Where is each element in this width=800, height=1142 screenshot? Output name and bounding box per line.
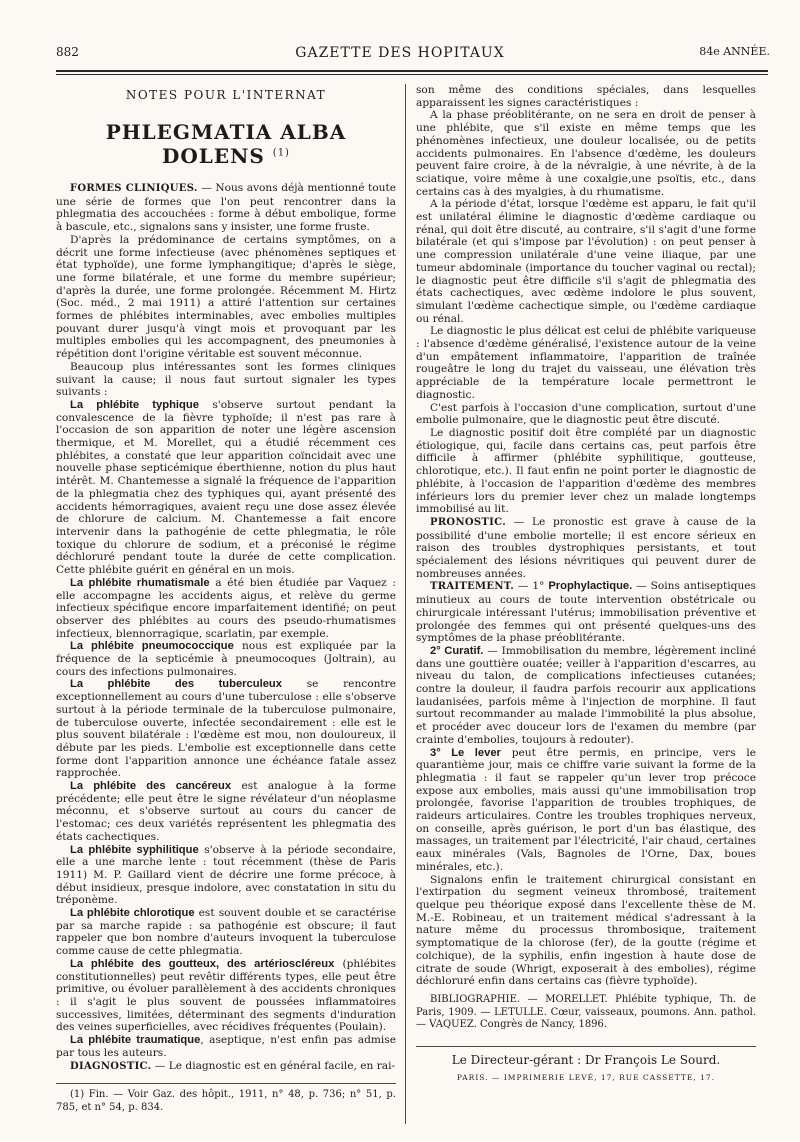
run-in-heading: La phlébite chlorotique <box>70 907 195 920</box>
paragraph <box>416 516 756 581</box>
paragraph-text: peut être permis, en principe, vers le quarantième jour, mais ce chiffre varie suivant la forme de la phlegmatia : il faut se rappeler qu'un lever trop précoce expose aux embolies, mais aussi qu'une immobilisation trop prolongée, favorise l'apparition de troubles trophiques, de raideurs articulaires. Contre les troubles trophiques nerveux, on conseille, après guérison, le port d'un bas élastique, des massages, un traitement par l'électricité, l'air chaud, certaines eaux minérales (Vals, Bagnoles de l'Orne, Dax, boues minérales, etc.). <box>416 746 756 873</box>
paragraph-text: est analogue à la forme précédente; elle peut être le signe révélateur d'un néoplasme méconnu, et s'observe surtout au cours du cancer de l'estomac; ces deux variétés représentent les phlegmatia des états cachectiques. <box>56 780 396 843</box>
subheading: 2° Curatif. <box>430 644 484 657</box>
paragraph <box>56 678 396 780</box>
left-column <box>56 84 396 1115</box>
run-in-heading: La phlébite des cancéreux <box>70 780 232 793</box>
run-in-heading: La phlébite des tuberculeux <box>70 678 282 691</box>
paragraph: A la période d'état, lorsque l'œdème est apparu, le fait qu'il est unilatéral élimine le diagnostic d'œdème cardiaque ou rénal, qui doit être discuté, au contraire, s'il s'agit d'une forme bilatérale (et qui s'impose par l'évolution) : on peut penser à une compression unilatérale d'une veine iliaque, par une tumeur abdominale (importance du toucher vaginal ou rectal); le diagnostic peut être difficile s'il s'agit de phlegmatia des états cachectiques, avec œdème indolore le plus souvent, simulant l'œdème cachectique simple, ou l'œdème cardiaque ou rénal. <box>416 198 756 325</box>
paragraph-text: , aseptique, n'est enfin pas admise par tous les auteurs. <box>56 1034 396 1059</box>
paragraph-text: nous est expliquée par la fréquence de la septicémie à pneumocoques (Joltrain), au cours des infections pulmonaires. <box>56 640 396 678</box>
paragraph <box>56 640 396 678</box>
paragraph <box>56 1034 396 1059</box>
bibliography: BIBLIOGRAPHIE. — MORELLET. Phlébite typhique, Th. de Paris, 1909. — LETULLE. Cœur, vaisseaux, poumons. Ann. pathol. — VAQUEZ. Congrès de Nancy, 1896. <box>416 993 756 1031</box>
article-title <box>56 120 396 168</box>
paragraph-text: s'observe à la période secondaire, elle a une marche lente : tout récemment (thèse de Paris 1911) M. P. Gaillard vient de décrire une forme précoce, à début insidieux, presque indolore, avec constatation in situ du tréponème. <box>56 843 396 907</box>
footnote-text: (1) Fin. — Voir Gaz. des hôpit., 1911, n° 48, p. 736; n° 51, p. 785, et n° 54, p. 834. <box>56 1089 396 1113</box>
paragraph-text: se rencontre exceptionnellement au cours d'une tuberculose : elle s'observe surtout à la période terminale de la tuberculose pulmonaire, de tuberculose ouverte, infectée secondairement : elle est le plus souvent bilatérale : l'œdème est mou, non douloureux, il débute par les pieds. L'embolie est exceptionnelle dans cette forme dont l'apparition annonce une échéance fatale assez rapprochée. <box>56 678 396 780</box>
page-number: 882 <box>56 45 79 59</box>
run-in-heading: La phlébite syphilitique <box>70 843 199 856</box>
paragraph <box>56 907 396 958</box>
paragraph-text: (phlébites constitutionnelles) peut revêtir différents types, elle peut être primitive, ou évoluer parallèlement à des accidents chroniques : il s'agit le plus souvent de poussées inflammatoires successives, limitées, déterminant des segments d'induration des veines superficielles, avec récidives fréquentes (Poulain). <box>56 957 396 1034</box>
header-rule <box>56 70 768 72</box>
run-in-heading: PRONOSTIC. <box>430 516 506 528</box>
paragraph <box>56 182 396 234</box>
paragraph-text: s'observe surtout pendant la convalescence de la fièvre typhoïde; il n'est pas rare à l'occasion de son apparition de noter une légère ascension thermique, et M. Morellet, qui a étudié récemment ces phlébites, a constaté que leur apparition coïncidait avec une nouvelle phase septicémique éberthienne, notion du plus haut intérêt. M. Chantemesse a signalé la fréquence de l'apparition de la phlegmatia chez des typhiques qui, ayant présenté des accidents hémorragiques, avaient reçu une dose assez élevée de chlorure de calcium. M. Chantemesse a fait encore intervenir dans la pathogénie de cette phlegmatia, le rôle toxique du chlorure de sodium, et a préconisé le régime déchloruré pendant toute la durée de cette complication. Cette phlébite guérit en général en un mois. <box>56 398 396 577</box>
section-heading: NOTES POUR L'INTERNAT <box>125 88 327 102</box>
run-in-heading: La phlébite des goutteux, des artérioscléreux <box>70 957 335 970</box>
paragraph <box>416 580 756 645</box>
page-header <box>0 40 800 70</box>
paragraph: C'est parfois à l'occasion d'une complication, surtout d'une embolie pulmonaire, que le diagnostic peut être discuté. <box>416 401 756 427</box>
header-rule-thin <box>56 74 768 75</box>
paragraph-text: — 1° <box>514 580 549 593</box>
title-footnote-mark: (1) <box>272 147 290 159</box>
paragraph: Le diagnostic le plus délicat est celui de phlébite variqueuse : l'absence d'œdème généralisé, l'existence autour de la veine d'un empâtement inflammatoire, l'apparition de traînée rougeâtre le long du trajet du vaisseau, une élévation très appréciable de la température locale permettront le diagnostic. <box>416 325 756 401</box>
run-in-heading: La phlébite traumatique <box>70 1034 201 1047</box>
paragraph <box>56 958 396 1034</box>
paragraph-text: a été bien étudiée par Vaquez : elle accompagne les accidents aigus, et relève du germe infectieux spécifique encore imparfaitement identifié; on peut observer des phlébites au cours des pseudo-rhumatismes infectieux, blennorragique, scarlatin, par exemple. <box>56 576 397 640</box>
paragraph: son même des conditions spéciales, dans lesquelles apparaissent les signes caractéristiques : <box>416 84 756 109</box>
signature: Le Directeur-gérant : Dr François Le Sourd. <box>416 1046 756 1067</box>
paragraph: Beaucoup plus intéressantes sont les formes cliniques suivant la cause; il nous faut surtout signaler les types suivants : <box>56 360 396 399</box>
footnote <box>56 1083 396 1114</box>
paragraph-text: — Immobilisation du membre, légèrement incliné dans une gouttière ouatée; veiller à l'apparition d'escarres, au niveau du talon, de complications infectieuses cutanées; contre la douleur, il faudra parfois recourir aux applications laudanisées, parfois même à l'injection de morphine. Il faut surtout recommander au malade l'immobilité la plus absolue, et procéder avec douceur lors de l'examen du membre (par crainte d'embolies, toujours à redouter). <box>416 644 756 746</box>
subheading: 3° Le lever <box>430 746 501 759</box>
paragraph: A la phase préoblitérante, on ne sera en droit de penser à une phlébite, que s'il existe en même temps que les phénomènes infectieux, une douleur localisée, ou de petits accidents pulmonaires. En l'absence d'œdème, les douleurs peuvent faire croire, à de la névralgie, à une névrite, à de la sciatique, voire même à une coxalgie,une psoïtis, etc., dans certains cas à des myalgies, à du rhumatisme. <box>416 109 756 198</box>
column-divider <box>405 84 406 1124</box>
issue-year: 84e ANNÉE. <box>699 45 770 58</box>
right-column <box>416 84 756 1082</box>
paragraph-text: — Le pronostic est grave à cause de la possibilité d'une embolie mortelle; il est encore sérieux en raison des troubles dystrophiques persistants, et tout spécialement des lésions névritiques qui peuvent durer de nombreuses années. <box>416 515 756 580</box>
paragraph: D'après la prédominance de certains symptômes, on a décrit une forme infectieuse (avec phénomènes septiques et état typhoïde), une forme lymphangitique; d'après le siège, une forme bilatérale, et une forme du membre supérieur; d'après la durée, une forme prolongée. Récemment M. Hirtz (Soc. méd., 2 mai 1911) a attiré l'attention sur certaines formes de phlébites interminables, avec embolies multiples pouvant durer jusqu'à vingt mois et provoquant par les multiples embolies qui les accompagnent, des pneumonies à répétition dont l'origine véritable est souvent méconnue. <box>56 233 396 361</box>
paragraph <box>56 1060 396 1074</box>
subheading: Prophylactique. <box>548 580 633 593</box>
paragraph <box>56 780 396 844</box>
paragraph <box>56 844 396 908</box>
paragraph-text: — Nous avons déjà mentionné toute une série de formes que l'on peut rencontrer dans la phlegmatia des accouchées : forme à début embolique, forme à bascule, etc., signalons sans y insister, une forme fruste. <box>56 182 396 234</box>
printer-imprint: PARIS. — IMPRIMERIE LEVÉ, 17, RUE CASSETTE, 17. <box>456 1073 716 1083</box>
run-in-heading: DIAGNOSTIC. <box>70 1060 152 1072</box>
paragraph: Signalons enfin le traitement chirurgical consistant en l'extirpation du segment veineux thrombosé, traitement quelque peu théorique exposé dans l'excellente thèse de M. M.-E. Robineau, et un traitement médical s'adressant à la nature même du processus thrombosique, traitement symptomatique de la chlorose (fer), de la goutte (régime et colchique), de la syphilis, enfin ingestion à haute dose de citrate de soude (Whrigt, exposerait à des embolies), régime déchloruré enfin dans certains cas (fièvre typhoïde). <box>416 873 756 988</box>
run-in-heading: La phlébite pneumococcique <box>70 640 234 653</box>
paragraph-text: — Le diagnostic est en général facile, en rai- <box>151 1059 396 1072</box>
paragraph: Le diagnostic positif doit être complété par un diagnostic étiologique, qui, facile dans certains cas, peut parfois être difficile à affirmer (phlébite syphilitique, goutteuse, chlorotique, etc.). Il faut enfin ne point porter le diagnostic de phlébite, à l'occasion de l'apparition d'œdème des membres inférieurs lors du premier lever chez un malade longtemps immobilisé au lit. <box>416 426 756 516</box>
run-in-heading: FORMES CLINIQUES. <box>70 183 198 194</box>
run-in-heading: La phlébite rhumatismale <box>70 576 210 589</box>
paragraph <box>56 577 396 641</box>
journal-title: GAZETTE DES HOPITAUX <box>295 45 505 61</box>
paragraph <box>416 747 756 874</box>
paragraph <box>56 399 396 577</box>
paragraph-text: — Soins antiseptiques minutieux au cours de toute intervention obstétricale ou chirurgicale intéressant l'utérus; immobilisation préventive et prolongée des femmes qui ont présenté quelques-uns des symptômes de la phase préoblitérante. <box>416 580 756 645</box>
paragraph <box>416 645 756 747</box>
paragraph-text: est souvent double et se caractérise par sa marche rapide : sa pathogénie est obscure; il faut rappeler que bon nombre d'auteurs invoquent la tuberculose comme cause de cette phlegmatia. <box>56 907 396 958</box>
run-in-heading: La phlébite typhique <box>70 398 199 411</box>
article-title-text: PHLEGMATIA ALBA DOLENS <box>105 120 347 168</box>
run-in-heading: TRAITEMENT. <box>430 581 515 593</box>
